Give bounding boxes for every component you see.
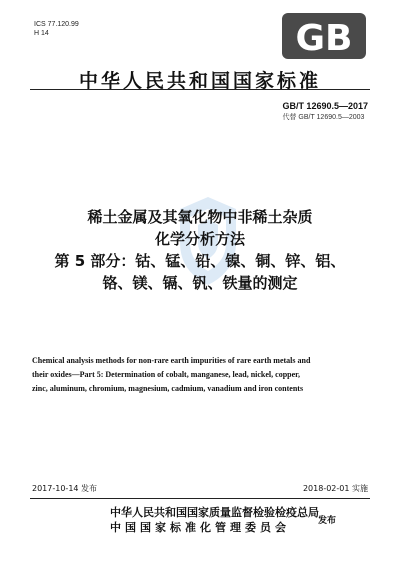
chinese-title-line-3: 第 5 部分：钴、锰、铅、镍、铜、锌、铝、 xyxy=(54,252,346,270)
english-title-line-3: zinc, aluminum, chromium, magnesium, cadmium, vanadium and iron contents xyxy=(32,384,304,393)
english-title-line-2: their oxides—Part 5: Determination of cobalt, manganese, lead, nickel, copper, xyxy=(32,370,300,379)
issuer-aqsiq: 中华人民共和国国家质量监督检验检疫总局 xyxy=(110,506,319,519)
chinese-title-line-1: 稀土金属及其氧化物中非稀土杂质 xyxy=(87,208,313,226)
chinese-title-line-4: 铬、镁、镉、钒、铁量的测定 xyxy=(102,274,298,292)
ccs-code: H 14 xyxy=(34,30,49,37)
issue-date: 2017-10-14 发布 xyxy=(32,484,98,493)
issuer-names xyxy=(110,505,319,535)
issuer-sac: 中国国家标准化管理委员会 xyxy=(110,521,290,534)
english-title-line-1: Chemical analysis methods for non-rare earth impurities of rare earth metals and xyxy=(32,356,311,365)
national-standard-title: 中华人民共和国国家标准 xyxy=(78,70,321,92)
gb-logo xyxy=(281,12,367,60)
standard-number-block xyxy=(282,101,368,122)
chinese-title xyxy=(0,206,400,294)
replaces-standard: 代替 GB/T 12690.5—2003 xyxy=(282,114,365,121)
publish-label: 发布 xyxy=(318,516,337,526)
top-divider xyxy=(30,89,370,90)
chinese-title-line-2: 化学分析方法 xyxy=(154,230,245,248)
gb-logo-text: GB xyxy=(295,18,353,59)
english-title xyxy=(32,354,374,396)
classification-codes xyxy=(34,20,79,38)
implementation-date: 2018-02-01 实施 xyxy=(302,484,368,493)
bottom-divider xyxy=(30,498,370,499)
ics-code: ICS 77.120.99 xyxy=(34,21,79,28)
standard-number: GB/T 12690.5—2017 xyxy=(282,101,368,111)
